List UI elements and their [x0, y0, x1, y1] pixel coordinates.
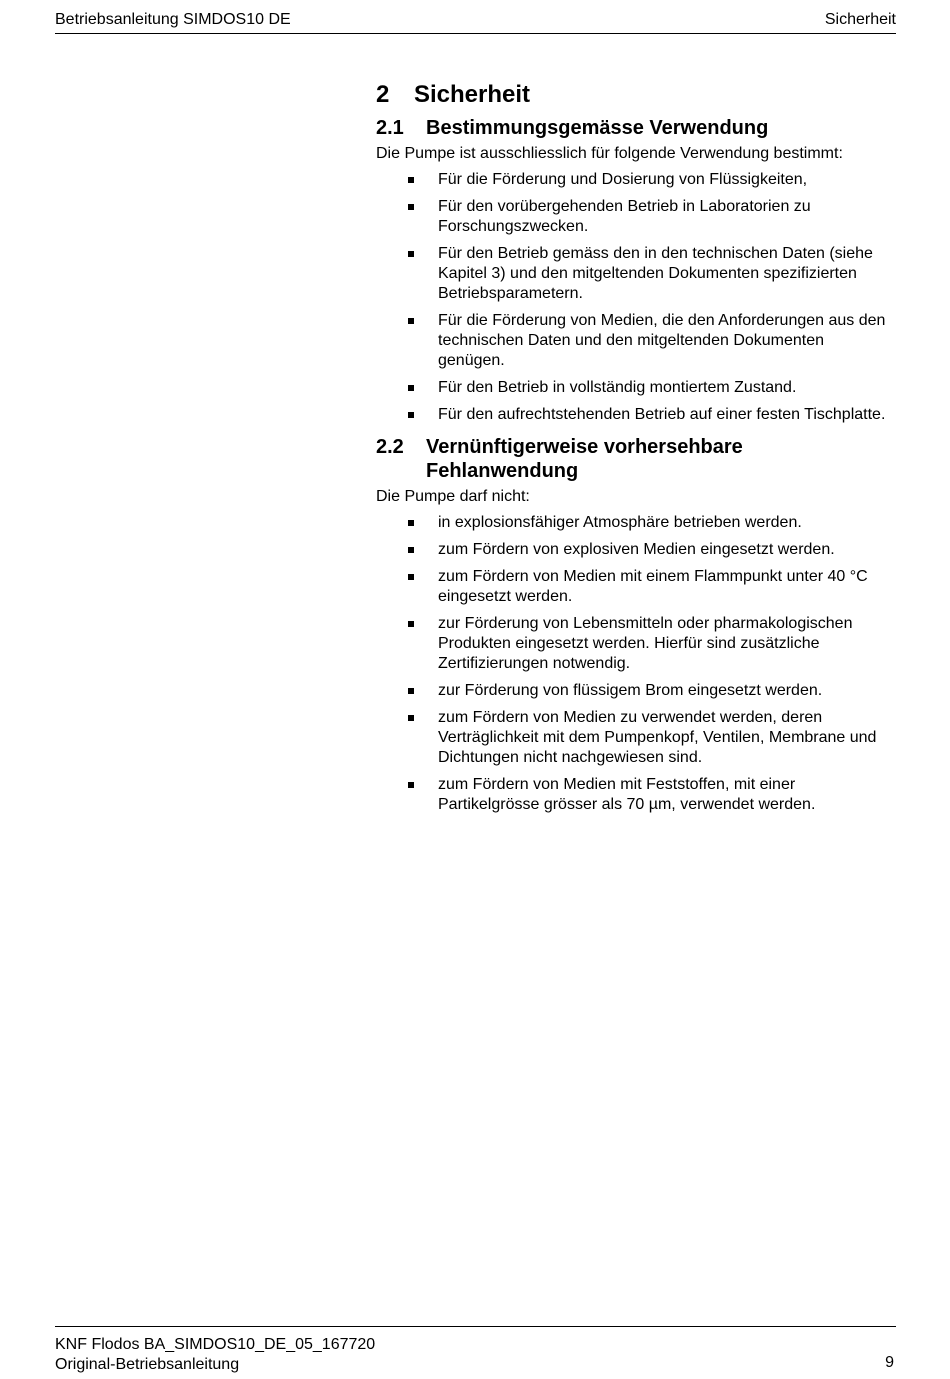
square-bullet-icon	[408, 412, 414, 418]
list-item	[376, 197, 896, 237]
square-bullet-icon	[408, 385, 414, 391]
chapter-number: 2	[376, 81, 390, 108]
list-item-text: zum Fördern von Medien mit einem Flammpunkt unter 40 °C eingesetzt werden.	[438, 568, 868, 605]
section-intro: Die Pumpe ist ausschliesslich für folgende Verwendung bestimmt:	[376, 145, 843, 162]
list-item-text: zur Förderung von Lebensmitteln oder pharmakologischen Produkten eingesetzt werden. Hierfür sind zusätzliche Zertifizierungen notwendig.	[438, 615, 853, 672]
list-item-text: zum Fördern von Medien zu verwendet werden, deren Verträglichkeit mit dem Pumpenkopf, Ventilen, Membrane und Dichtungen nicht nachgewiesen sind.	[438, 709, 877, 766]
section-foreseeable-misuse	[376, 435, 896, 815]
section-title: Bestimmungsgemässe Verwendung	[426, 117, 769, 139]
list-item	[376, 681, 896, 701]
list-item-text: zur Förderung von flüssigem Brom eingesetzt werden.	[438, 682, 823, 699]
chapter-heading	[376, 80, 896, 110]
main-content	[376, 80, 896, 822]
list-item-text: zum Fördern von Medien mit Feststoffen, mit einer Partikelgrösse grösser als 70 µm, verwendet werden.	[438, 776, 816, 813]
page-number: 9	[885, 1354, 894, 1371]
list-item-text: Für den Betrieb in vollständig montiertem Zustand.	[438, 379, 797, 396]
list-item	[376, 244, 896, 304]
square-bullet-icon	[408, 547, 414, 553]
list-item-text: Für die Förderung von Medien, die den Anforderungen aus den technischen Daten und den mitgeltenden Dokumenten genügen.	[438, 312, 886, 369]
section-title: Vernünftigerweise vorhersehbare Fehlanwendung	[426, 436, 743, 482]
list-item-text: in explosionsfähiger Atmosphäre betrieben werden.	[438, 514, 802, 531]
list-item-text: Für die Förderung und Dosierung von Flüssigkeiten,	[438, 171, 808, 188]
square-bullet-icon	[408, 782, 414, 788]
list-item	[376, 540, 896, 560]
page-header	[55, 8, 896, 34]
square-bullet-icon	[408, 574, 414, 580]
header-section-title: Sicherheit	[824, 11, 896, 28]
section-heading	[376, 116, 896, 140]
list-item-text: Für den aufrechtstehenden Betrieb auf einer festen Tischplatte.	[438, 406, 886, 423]
footer-document-type: Original-Betriebsanleitung	[55, 1356, 240, 1373]
list-item	[376, 311, 896, 371]
section-intro: Die Pumpe darf nicht:	[376, 488, 530, 505]
list-item	[376, 405, 896, 425]
bullet-list	[376, 170, 896, 425]
section-number: 2.1	[376, 117, 404, 139]
list-item-text: Für den Betrieb gemäss den in den technischen Daten (siehe Kapitel 3) und den mitgeltenden Dokumenten spezifizierten Betriebsparametern.	[438, 245, 873, 302]
list-item	[376, 567, 896, 607]
footer-document-id: KNF Flodos BA_SIMDOS10_DE_05_167720	[55, 1336, 376, 1353]
square-bullet-icon	[408, 204, 414, 210]
list-item	[376, 775, 896, 815]
list-item	[376, 708, 896, 768]
square-bullet-icon	[408, 177, 414, 183]
square-bullet-icon	[408, 520, 414, 526]
list-item	[376, 513, 896, 533]
list-item-text: Für den vorübergehenden Betrieb in Laboratorien zu Forschungszwecken.	[438, 198, 811, 235]
list-item	[376, 614, 896, 674]
square-bullet-icon	[408, 688, 414, 694]
square-bullet-icon	[408, 318, 414, 324]
chapter-title: Sicherheit	[414, 81, 531, 108]
section-number: 2.2	[376, 436, 404, 458]
square-bullet-icon	[408, 251, 414, 257]
list-item-text: zum Fördern von explosiven Medien eingesetzt werden.	[438, 541, 835, 558]
list-item	[376, 378, 896, 398]
header-document-title: Betriebsanleitung SIMDOS10 DE	[55, 11, 291, 28]
square-bullet-icon	[408, 715, 414, 721]
square-bullet-icon	[408, 621, 414, 627]
section-intended-use	[376, 116, 896, 425]
bullet-list	[376, 513, 896, 815]
list-item	[376, 170, 896, 190]
section-heading	[376, 435, 896, 483]
page-footer	[55, 1326, 896, 1375]
